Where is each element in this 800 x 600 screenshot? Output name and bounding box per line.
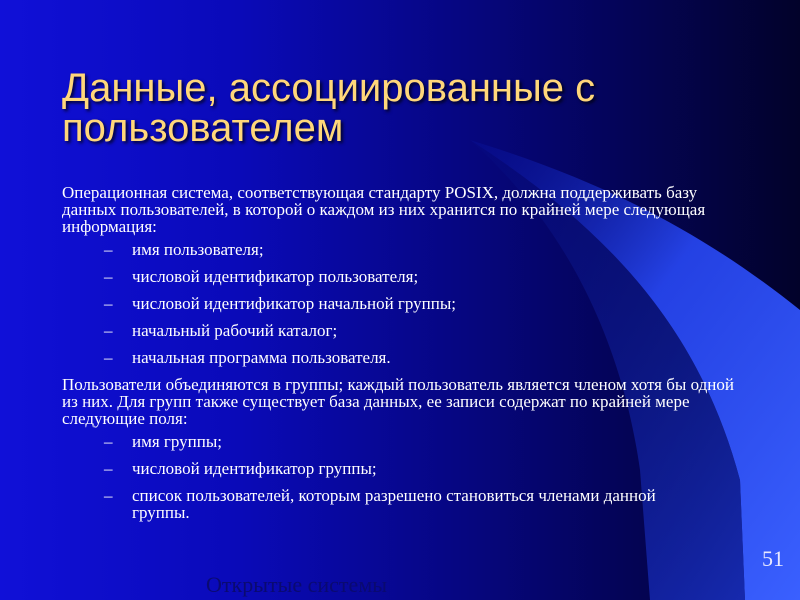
list-item (62, 268, 742, 285)
list-item-text: начальный рабочий каталог; (132, 321, 338, 340)
list-item-text: имя пользователя; (132, 240, 264, 259)
bullet-dash: – (104, 486, 113, 505)
paragraph-posix: Операционная система, соответствующая стандарту POSIX, должна поддерживать базу данных пользователей, в которой о каждом из них хранится по крайней мере следующая информация: (62, 183, 706, 236)
list-item (62, 433, 742, 450)
bullet-dash: – (104, 321, 113, 340)
list-item-text: начальная программа пользователя. (132, 348, 391, 367)
bullet-dash: – (104, 459, 113, 478)
list-item-text: числовой идентификатор группы; (132, 459, 377, 478)
user-info-list (62, 241, 742, 366)
list-item (62, 241, 742, 258)
list-item (62, 322, 742, 339)
page-number: 51 (762, 546, 784, 571)
bullet-dash: – (104, 432, 113, 451)
slide-title: Данные, ассоциированные с пользователем (62, 66, 596, 150)
list-item-text: числовой идентификатор начальной группы; (132, 294, 457, 313)
bullet-dash: – (104, 240, 113, 259)
list-item-text: имя группы; (132, 432, 223, 451)
list-item-text: числовой идентификатор пользователя; (132, 267, 419, 286)
slide-content (62, 184, 742, 531)
paragraph-groups: Пользователи объединяются в группы; каждый пользователь является членом хотя бы одной из них. Для групп также существует база данных, ее записи содержат по крайней мере следующие поля: (62, 375, 734, 428)
bullet-dash: – (104, 267, 113, 286)
list-item-text: список пользователей, которым разрешено становиться членами данной группы. (132, 486, 656, 522)
list-item (62, 295, 742, 312)
bullet-dash: – (104, 348, 113, 367)
bullet-dash: – (104, 294, 113, 313)
list-item (62, 487, 742, 521)
footer-text: Открытые системы (206, 572, 388, 597)
list-item (62, 349, 742, 366)
group-info-list (62, 433, 742, 521)
list-item (62, 460, 742, 477)
